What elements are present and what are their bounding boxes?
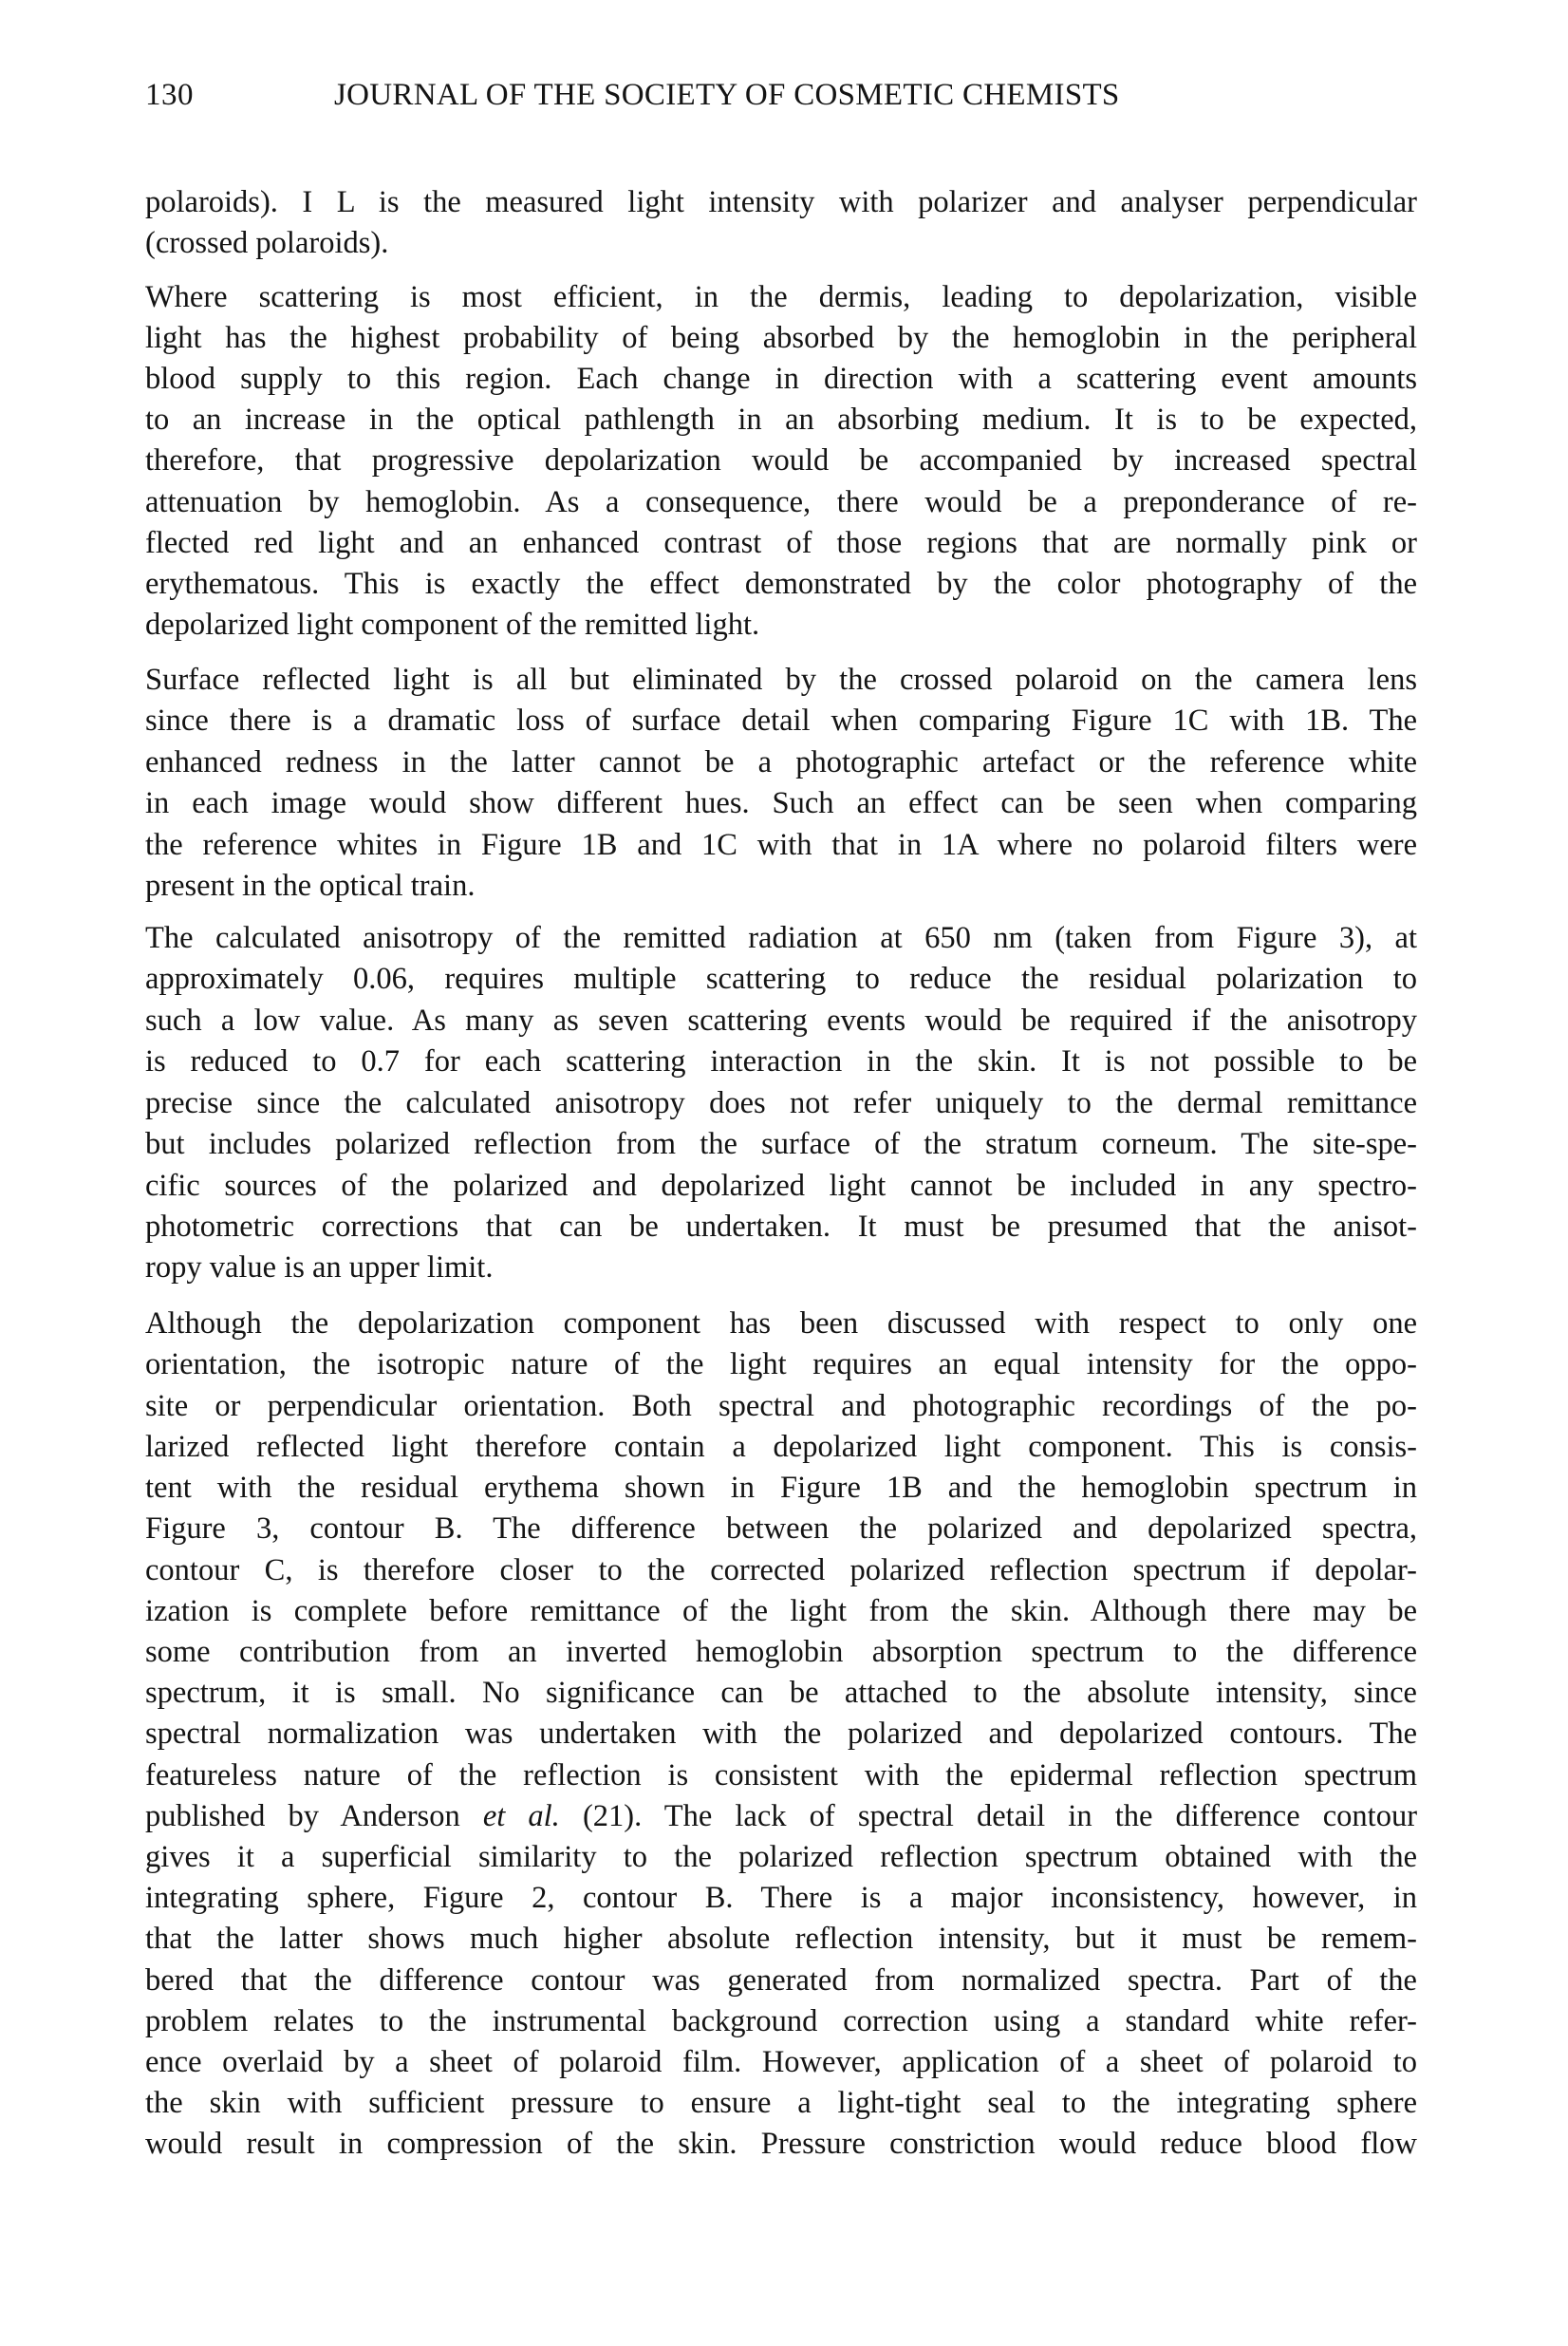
text-line: gives it a superficial similarity to the polarized reflection spectrum obtained with the — [145, 1840, 1417, 1874]
text-line: cific sources of the polarized and depolarized light cannot be included in any spectro- — [145, 1169, 1417, 1203]
page-number: 130 — [145, 78, 194, 112]
text-line: Surface reflected light is all but eliminated by the crossed polaroid on the camera lens — [145, 663, 1417, 697]
text-line: in each image would show different hues. Such an effect can be seen when comparing — [145, 786, 1417, 820]
text-line: polaroids). I L is the measured light intensity with polarizer and analyser perpendicular — [145, 185, 1417, 219]
text-line: spectrum, it is small. No significance can be attached to the absolute intensity, since — [145, 1676, 1417, 1710]
text-line: site or perpendicular orientation. Both spectral and photographic recordings of the po- — [145, 1389, 1417, 1423]
text-line: precise since the calculated anisotropy does not refer uniquely to the dermal remittance — [145, 1086, 1417, 1120]
text-line: that the latter shows much higher absolute reflection intensity, but it must be remem- — [145, 1922, 1417, 1956]
text-line: integrating sphere, Figure 2, contour B. There is a major inconsistency, however, in — [145, 1881, 1417, 1915]
text-line: but includes polarized reflection from the surface of the stratum corneum. The site-spe- — [145, 1127, 1417, 1161]
text-line: orientation, the isotropic nature of the light requires an equal intensity for the oppo- — [145, 1347, 1417, 1381]
citation-after: (21). The lack of spectral detail in the difference contour — [582, 1799, 1418, 1833]
text-line: Figure 3, contour B. The difference between the polarized and depolarized spectra, — [145, 1511, 1417, 1546]
text-line: Where scattering is most efficient, in the dermis, leading to depolarization, visible — [145, 280, 1417, 314]
text-line: larized reflected light therefore contain a depolarized light component. This is consis- — [145, 1430, 1417, 1464]
text-line: Although the depolarization component has been discussed with respect to only one — [145, 1306, 1417, 1341]
text-line: enhanced redness in the latter cannot be a photographic artefact or the reference white — [145, 745, 1417, 779]
text-line: (crossed polaroids). — [145, 226, 389, 260]
text-line: blood supply to this region. Each change in direction with a scattering event amounts — [145, 362, 1417, 396]
text-line: ization is complete before remittance of the light from the skin. Although there may be — [145, 1594, 1417, 1628]
citation-et-al: et al. — [482, 1799, 560, 1833]
text-line: ence overlaid by a sheet of polaroid film. However, application of a sheet of polaroid to — [145, 2045, 1417, 2079]
text-line: the skin with sufficient pressure to ensure a light-tight seal to the integrating sphere — [145, 2086, 1417, 2120]
journal-title: JOURNAL OF THE SOCIETY OF COSMETIC CHEMISTS — [334, 78, 1120, 112]
running-head — [145, 74, 1417, 116]
text-line: therefore, that progressive depolarization would be accompanied by increased spectral — [145, 443, 1417, 478]
text-line: since there is a dramatic loss of surface detail when comparing Figure 1C with 1B. The — [145, 704, 1417, 738]
text-line: photometric corrections that can be undertaken. It must be presumed that the anisot- — [145, 1210, 1417, 1244]
text-line: some contribution from an inverted hemoglobin absorption spectrum to the difference — [145, 1635, 1417, 1669]
text-line: approximately 0.06, requires multiple scattering to reduce the residual polarization to — [145, 962, 1417, 996]
text-line: problem relates to the instrumental background correction using a standard white refer- — [145, 2004, 1417, 2038]
text-line: contour C, is therefore closer to the corrected polarized reflection spectrum if depolar- — [145, 1553, 1417, 1587]
text-line: featureless nature of the reflection is consistent with the epidermal reflection spectrum — [145, 1758, 1417, 1792]
text-line: light has the highest probability of being absorbed by the hemoglobin in the peripheral — [145, 321, 1417, 355]
text-line: bered that the difference contour was generated from normalized spectra. Part of the — [145, 1963, 1417, 1998]
text-line: The calculated anisotropy of the remitted radiation at 650 nm (taken from Figure 3), at — [145, 921, 1417, 955]
text-line: tent with the residual erythema shown in Figure 1B and the hemoglobin spectrum in — [145, 1471, 1417, 1505]
text-line: to an increase in the optical pathlength in an absorbing medium. It is to be expected, — [145, 403, 1417, 437]
citation-line — [145, 1795, 1417, 1837]
text-line: the reference whites in Figure 1B and 1C with that in 1A where no polaroid filters were — [145, 828, 1417, 862]
text-line: ropy value is an upper limit. — [145, 1250, 494, 1285]
text-line: depolarized light component of the remitted light. — [145, 608, 760, 642]
text-line: present in the optical train. — [145, 869, 476, 903]
text-line: would result in compression of the skin. Pressure constriction would reduce blood flow — [145, 2127, 1417, 2161]
text-line: flected red light and an enhanced contrast of those regions that are normally pink or — [145, 526, 1417, 560]
text-line: is reduced to 0.7 for each scattering interaction in the skin. It is not possible to be — [145, 1044, 1417, 1079]
text-line: attenuation by hemoglobin. As a consequence, there would be a preponderance of re- — [145, 485, 1417, 519]
citation-before: published by Anderson — [145, 1799, 460, 1833]
text-line: spectral normalization was undertaken with the polarized and depolarized contours. The — [145, 1717, 1417, 1751]
text-line: erythematous. This is exactly the effect demonstrated by the color photography of the — [145, 567, 1417, 601]
text-line: such a low value. As many as seven scattering events would be required if the anisotropy — [145, 1004, 1417, 1038]
